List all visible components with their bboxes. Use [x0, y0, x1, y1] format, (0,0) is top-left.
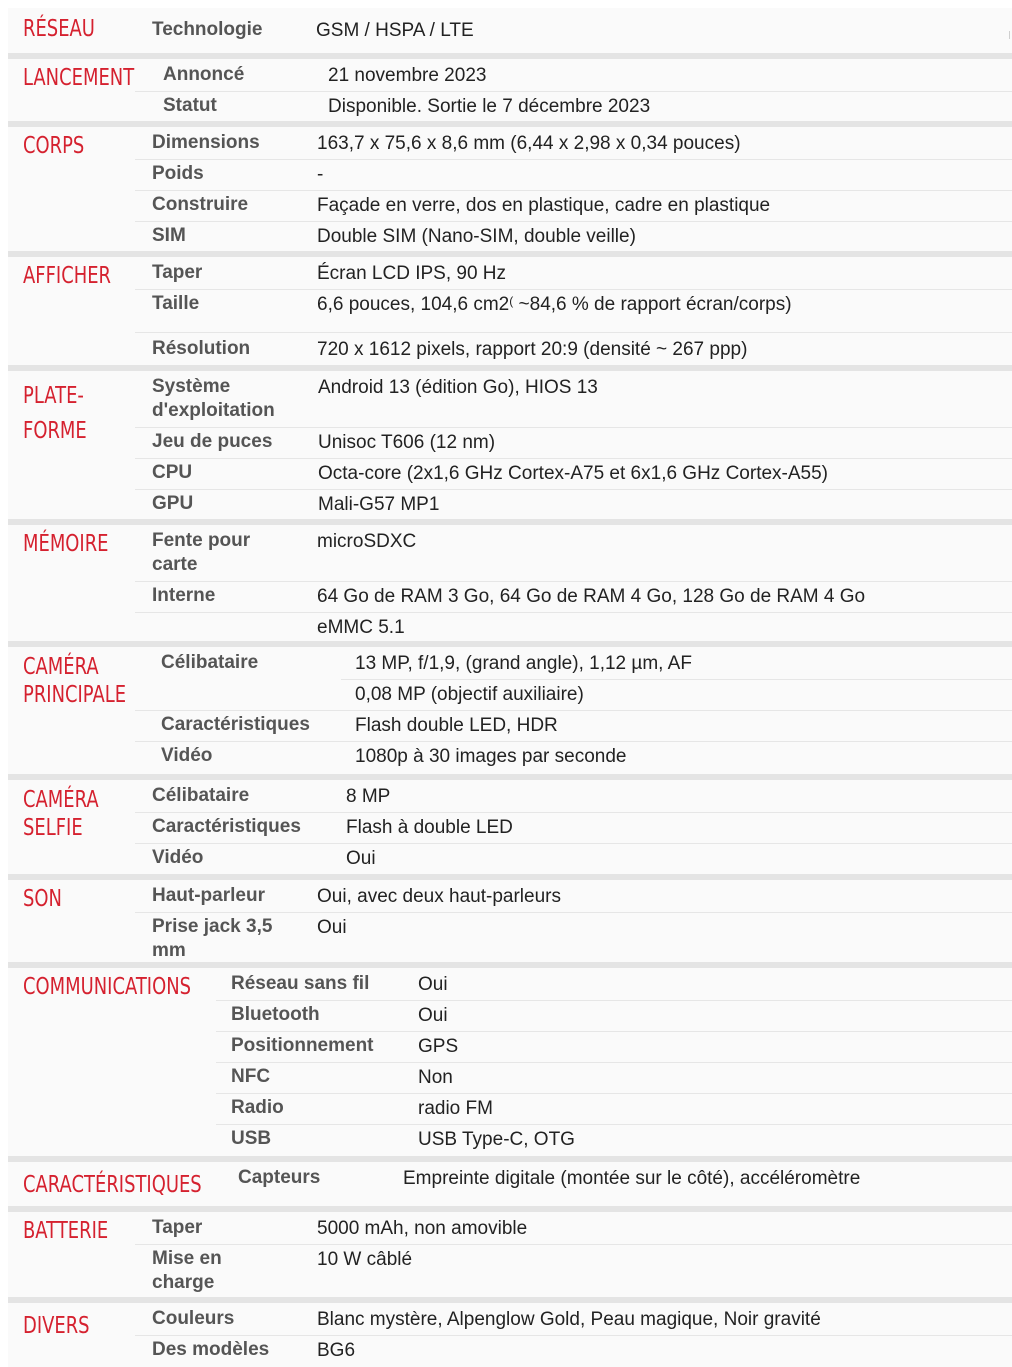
spec-row	[8, 813, 1012, 844]
category-label: COMMUNICATIONS	[23, 974, 192, 1000]
spec-label: NFC	[231, 1066, 271, 1087]
spec-label: Taper	[152, 1217, 203, 1238]
spec-label: Réseau sans fil	[231, 973, 370, 994]
spec-row	[8, 1214, 1012, 1245]
spec-row	[8, 1094, 1012, 1125]
spec-label: Caractéristiques	[161, 714, 310, 735]
spec-value: microSDXC	[317, 531, 417, 552]
spec-value: GPS	[418, 1036, 459, 1057]
spec-row	[8, 649, 1012, 680]
spec-value: BG6	[317, 1340, 356, 1361]
spec-label: Couleurs	[152, 1308, 235, 1329]
spec-label: USB	[231, 1128, 272, 1149]
spec-label: Statut	[163, 95, 217, 116]
category-label: CORPS	[23, 133, 85, 159]
spec-label: Dimensions	[152, 132, 260, 153]
spec-label: Radio	[231, 1097, 284, 1118]
spec-row	[8, 1001, 1012, 1032]
spec-value: Double SIM (Nano-SIM, double veille)	[317, 226, 636, 247]
spec-value	[317, 293, 792, 317]
spec-row	[8, 490, 1012, 521]
spec-label: Caractéristiques	[152, 816, 301, 837]
spec-value: 8 MP	[346, 786, 391, 807]
spec-value: 163,7 x 75,6 x 8,6 mm (6,44 x 2,98 x 0,34 pouces)	[317, 133, 741, 154]
section-afficher	[8, 251, 1012, 365]
spec-value: 64 Go de RAM 3 Go, 64 Go de RAM 4 Go, 128 Go de RAM 4 Go	[317, 586, 866, 607]
spec-row	[8, 680, 1012, 711]
spec-label: Fente pour carte	[152, 530, 251, 575]
category-line: CAMÉRA	[23, 654, 99, 680]
category-label: LANCEMENT	[23, 65, 135, 91]
spec-label: Résolution	[152, 338, 251, 359]
spec-label: GPU	[152, 493, 194, 514]
spec-value: GSM / HSPA / LTE	[316, 20, 474, 41]
spec-row	[8, 1336, 1012, 1367]
spec-label: CPU	[152, 462, 193, 483]
spec-value: 1080p à 30 images par seconde	[355, 746, 627, 767]
section-memoire	[8, 519, 1012, 641]
spec-value: Oui	[317, 917, 347, 938]
spec-label: Vidéo	[152, 847, 204, 868]
spec-value: Mali-G57 MP1	[318, 494, 440, 515]
category-label: SON	[23, 886, 62, 912]
spec-label: Construire	[152, 194, 249, 215]
spec-label: Haut-parleur	[152, 885, 265, 906]
spec-label: SIM	[152, 225, 186, 246]
section-caracteristiques	[8, 1156, 1012, 1206]
category-line: FORME	[23, 418, 87, 444]
spec-value: Empreinte digitale (montée sur le côté), accéléromètre	[403, 1168, 861, 1189]
row-divider	[135, 332, 1012, 333]
spec-label: Poids	[152, 163, 204, 184]
spec-value: Façade en verre, dos en plastique, cadre en plastique	[317, 195, 771, 216]
scroll-edge-mark	[1009, 31, 1010, 39]
category-label: BATTERIE	[23, 1218, 109, 1244]
spec-value: Oui	[418, 1005, 448, 1026]
spec-value: 10 W câblé	[317, 1249, 413, 1270]
category-line: PRINCIPALE	[23, 682, 127, 708]
spec-row	[8, 259, 1012, 290]
spec-row	[8, 373, 1012, 428]
section-batterie	[8, 1206, 1012, 1297]
spec-row	[8, 92, 1012, 123]
spec-value: 0,08 MP (objectif auxiliaire)	[355, 684, 584, 705]
spec-value: USB Type-C, OTG	[418, 1129, 575, 1150]
spec-row	[8, 222, 1012, 253]
category-label: AFFICHER	[23, 263, 112, 289]
spec-row	[8, 16, 1012, 46]
spec-label: Des modèles	[152, 1339, 270, 1360]
spec-row	[8, 970, 1012, 1001]
spec-value: Non	[418, 1067, 453, 1088]
spec-row	[8, 1125, 1012, 1156]
spec-label: Interne	[152, 585, 216, 606]
value-rest: ~84,6 % de rapport écran/corps)	[513, 294, 792, 315]
spec-label: Bluetooth	[231, 1004, 320, 1025]
spec-row	[8, 290, 1012, 333]
spec-value: 21 novembre 2023	[328, 65, 487, 86]
spec-value: Unisoc T606 (12 nm)	[318, 432, 496, 453]
spec-value: Flash double LED, HDR	[355, 715, 558, 736]
spec-label: Annoncé	[163, 64, 245, 85]
spec-row	[8, 711, 1012, 742]
spec-value: Disponible. Sortie le 7 décembre 2023	[328, 96, 651, 117]
spec-row	[8, 1164, 1012, 1195]
category-line: CAMÉRA	[23, 787, 99, 813]
spec-label: Vidéo	[161, 745, 213, 766]
spec-label: Positionnement	[231, 1035, 374, 1056]
spec-row	[8, 61, 1012, 92]
spec-value: eMMC 5.1	[317, 617, 405, 638]
spec-label: Mise en charge	[152, 1248, 222, 1293]
spec-row	[8, 913, 1012, 965]
category-label: DIVERS	[23, 1313, 90, 1339]
category-label: MÉMOIRE	[23, 531, 109, 557]
spec-row	[8, 129, 1012, 160]
spec-label: Technologie	[152, 19, 263, 40]
spec-value: 720 x 1612 pixels, rapport 20:9 (densité ~ 267 ppp)	[317, 339, 748, 360]
spec-row	[8, 1032, 1012, 1063]
spec-label: Taille	[152, 293, 200, 314]
spec-value: Flash à double LED	[346, 817, 513, 838]
spec-row	[8, 335, 1012, 366]
spec-value: Android 13 (édition Go), HIOS 13	[318, 377, 598, 398]
section-reseau	[8, 8, 1012, 53]
section-communications	[8, 962, 1012, 1156]
spec-label: Célibataire	[161, 652, 259, 673]
spec-row	[8, 882, 1012, 913]
spec-value: Oui, avec deux haut-parleurs	[317, 886, 561, 907]
spec-label: Célibataire	[152, 785, 250, 806]
spec-row	[8, 1305, 1012, 1336]
value-main: 6,6 pouces, 104,6 cm2	[317, 294, 510, 315]
spec-row	[8, 160, 1012, 191]
section-camera-selfie	[8, 774, 1012, 874]
spec-row	[8, 582, 1012, 613]
spec-row	[8, 844, 1012, 875]
spec-value: Octa-core (2x1,6 GHz Cortex-A75 et 6x1,6 GHz Cortex-A55)	[318, 463, 829, 484]
spec-value: Oui	[418, 974, 448, 995]
spec-row	[8, 527, 1012, 582]
spec-label: Système d'exploitation	[152, 376, 275, 421]
category-line: PLATE-	[23, 383, 84, 409]
category-label: RÉSEAU	[23, 16, 95, 42]
spec-row	[8, 742, 1012, 773]
spec-row	[8, 1063, 1012, 1094]
spec-value: -	[317, 164, 324, 185]
spec-row	[8, 782, 1012, 813]
spec-value: Oui	[346, 848, 376, 869]
spec-value: 13 MP, f/1,9, (grand angle), 1,12 µm, AF	[355, 653, 692, 674]
section-corps	[8, 121, 1012, 251]
value-superscript: (	[509, 294, 514, 308]
spec-value: 5000 mAh, non amovible	[317, 1218, 528, 1239]
spec-value: radio FM	[418, 1098, 493, 1119]
section-lancement	[8, 53, 1012, 121]
spec-row	[8, 613, 1012, 644]
section-son	[8, 874, 1012, 962]
spec-row	[8, 191, 1012, 222]
spec-value: Blanc mystère, Alpenglow Gold, Peau magique, Noir gravité	[317, 1309, 821, 1330]
spec-value: Écran LCD IPS, 90 Hz	[317, 263, 507, 284]
spec-label: Jeu de puces	[152, 431, 273, 452]
spec-row	[8, 1245, 1012, 1300]
category-label: CARACTÉRISTIQUES	[23, 1172, 202, 1198]
section-plateforme	[8, 365, 1012, 519]
spec-label: Taper	[152, 262, 203, 283]
category-line: SELFIE	[23, 815, 83, 841]
spec-row	[8, 459, 1012, 490]
spec-label: Capteurs	[238, 1167, 321, 1188]
section-divers	[8, 1297, 1012, 1367]
section-camera-principale	[8, 641, 1012, 774]
spec-label: Prise jack 3,5 mm	[152, 916, 273, 961]
spec-row	[8, 428, 1012, 459]
